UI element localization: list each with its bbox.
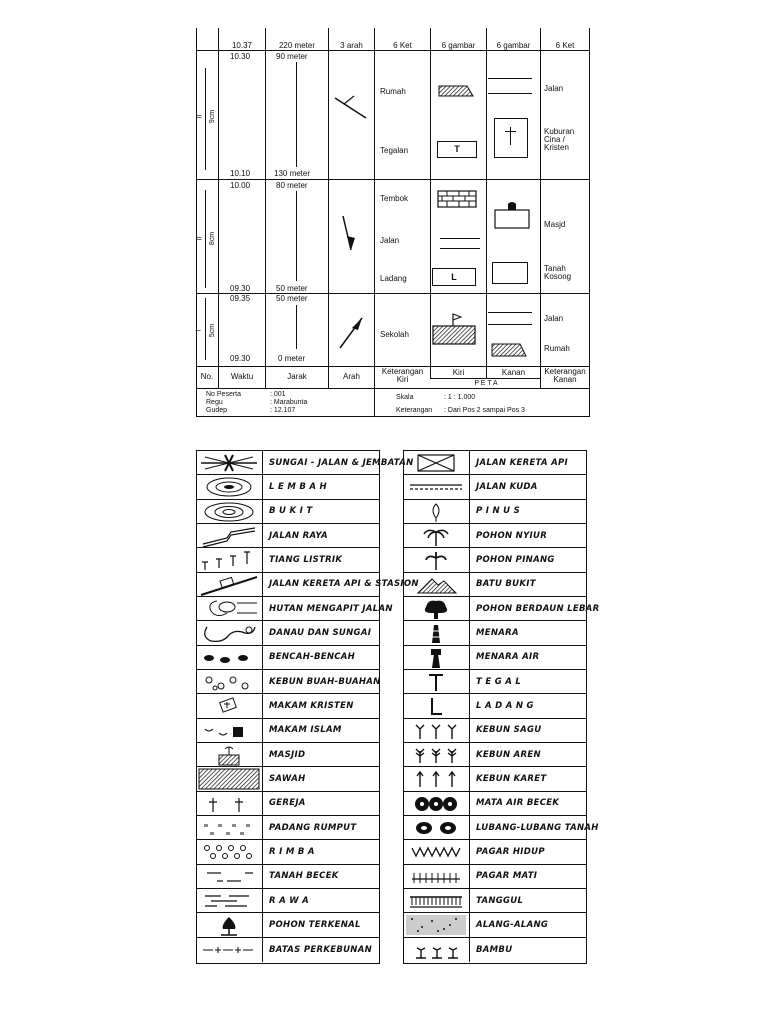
time-start: 10.00: [230, 181, 251, 190]
distance-end: 130 meter: [274, 169, 311, 178]
christian-grave-icon: [197, 694, 263, 717]
legend-row: [197, 621, 379, 645]
keterangan-label: Keterangan: [396, 407, 433, 414]
legend-label: PAGAR MATI: [476, 871, 538, 882]
legend-row: [197, 913, 379, 937]
legend-row: [197, 743, 379, 767]
sugar-palm-icon: [404, 743, 470, 766]
legend-row: [197, 670, 379, 694]
marsh-icon: [197, 889, 263, 912]
time-start: 09.35: [230, 294, 251, 303]
legend-label: R A W A: [269, 895, 310, 906]
regu-value: : Marabunta: [270, 399, 308, 406]
legend-row: [197, 865, 379, 889]
legend-row: [197, 816, 379, 840]
broadleaf-tree-icon: [404, 597, 470, 620]
legend-label: JALAN RAYA: [269, 530, 328, 541]
railway-station-icon: [197, 573, 263, 596]
orchard-icon: [197, 670, 263, 693]
distance-end: 0 meter: [278, 354, 306, 363]
legend-row: [404, 646, 586, 670]
rock-hill-icon: [404, 573, 470, 596]
legend-row: [404, 865, 586, 889]
gudep-label: Gudep: [206, 407, 228, 414]
legend-label: SUNGAI - JALAN & JEMBATAN: [269, 457, 414, 468]
col-kiri: Kiri: [452, 368, 465, 377]
wall-icon: [437, 190, 477, 208]
legend-row: [197, 889, 379, 913]
legend-label: BAMBU: [476, 944, 513, 955]
legend-label: L E M B A H: [269, 481, 327, 492]
left-note-jalan: Jalan: [380, 236, 400, 245]
time-end: 10.10: [230, 169, 251, 178]
bamboo-icon: [404, 938, 470, 962]
no-peserta-value: : 001: [270, 391, 286, 398]
islamic-grave-icon: [197, 719, 263, 742]
legend-label: JALAN KERETA API: [476, 457, 568, 468]
legend-row: [197, 767, 379, 791]
legend-label: TIANG LISTRIK: [269, 554, 343, 565]
legend-label: KEBUN KARET: [476, 773, 547, 784]
right-note-cemetery: Kuburan Cina / Kristen: [544, 127, 575, 152]
legend-row: [197, 646, 379, 670]
legend-label: JALAN KUDA: [476, 481, 538, 492]
header-distance: 220 meter: [278, 41, 316, 50]
section-length: 5cm: [209, 323, 217, 338]
right-note-rumah: Rumah: [544, 344, 570, 353]
peta-label: P E T A: [474, 380, 498, 387]
legend-row: [404, 743, 586, 767]
legend-row: [197, 548, 379, 572]
legend-label: POHON BERDAUN LEBAR: [476, 603, 600, 614]
left-note-tegalan: Tegalan: [380, 146, 409, 155]
legend-label: HUTAN MENGAPIT JALAN: [269, 603, 393, 614]
water-tower-icon: [404, 646, 470, 669]
swamp-icon: [197, 646, 263, 669]
tegal-icon: [404, 670, 470, 693]
ladang-box-icon: L: [432, 268, 476, 286]
legend-right: [403, 450, 600, 964]
legend-row: [404, 573, 586, 597]
legend-row: [197, 451, 414, 475]
col-jarak: Jarak: [287, 372, 307, 381]
legend-row: [197, 597, 393, 621]
legend-label: POHON TERKENAL: [269, 919, 361, 930]
gudep-value: : 12.107: [270, 407, 296, 414]
legend-row: [404, 816, 599, 840]
header-right-drawings: 6 gambar: [496, 41, 531, 50]
left-note-ladang: Ladang: [380, 274, 407, 283]
tegalan-box-icon: T: [437, 141, 477, 158]
legend-label: BATAS PERKEBUNAN: [269, 944, 373, 955]
legend-row: [404, 913, 586, 937]
direction-arrow-icon: [330, 90, 374, 130]
landmark-tree-icon: [197, 913, 263, 936]
sago-icon: [404, 719, 470, 742]
legend-row: [404, 938, 586, 962]
direction-arrow-icon: [335, 212, 365, 256]
hill-icon: [197, 500, 263, 523]
section-length: 9cm: [209, 109, 217, 124]
no-peserta-label: No Peserta: [206, 391, 242, 398]
pine-icon: [404, 500, 470, 523]
header-left-drawings: 6 gambar: [441, 41, 476, 50]
legend-label: MATA AIR BECEK: [476, 798, 560, 809]
legend-row: [404, 475, 586, 499]
legend-left: [196, 450, 419, 964]
skala-label: Skala: [396, 394, 414, 401]
right-note-jalan: Jalan: [544, 314, 564, 323]
col-arah: Arah: [343, 372, 360, 381]
time-end: 09.30: [230, 354, 251, 363]
legend-row: [404, 524, 586, 548]
legend-row: [197, 573, 419, 597]
legend-label: LUBANG-LUBANG TANAH: [476, 822, 599, 833]
tower-icon: [404, 621, 470, 644]
col-no: No.: [200, 372, 214, 381]
legend-row: [197, 840, 379, 864]
legend-row: [197, 475, 379, 499]
time-start: 10.30: [230, 52, 251, 61]
header-time: 10.37: [231, 41, 253, 50]
legend-row: [197, 524, 379, 548]
right-note-jalan: Jalan: [544, 84, 564, 93]
legend-label: DANAU DAN SUNGAI: [269, 627, 372, 638]
legend-row: [404, 792, 586, 816]
legend-label: KEBUN BUAH-BUAHAN: [269, 676, 381, 687]
coconut-tree-icon: [404, 524, 470, 547]
rice-field-icon: [197, 767, 263, 790]
horse-road-icon: [404, 475, 470, 498]
legend-row: [197, 500, 379, 524]
legend-row: [404, 889, 586, 913]
distance-start: 90 meter: [276, 52, 308, 61]
section-number: II: [196, 236, 204, 241]
legend-row: [404, 548, 586, 572]
plantation-border-icon: [197, 938, 263, 962]
legend-label: GEREJA: [269, 798, 306, 809]
church-icon: [197, 792, 263, 815]
forest-road-icon: [197, 597, 263, 620]
section-number: I: [195, 329, 203, 332]
power-pole-icon: [197, 548, 263, 571]
legend-label: L A D A N G: [476, 700, 534, 711]
header-left-notes: 6 Ket: [393, 41, 412, 50]
rubber-icon: [404, 767, 470, 790]
right-note-masjid: Masjd: [544, 220, 566, 229]
spring-icon: [404, 792, 470, 815]
legend-label: MENARA AIR: [476, 652, 540, 663]
skala-value: : 1 : 1.000: [444, 394, 476, 401]
railway-icon: [404, 451, 470, 474]
legend-row: [197, 694, 379, 718]
ladang-icon: [404, 694, 470, 717]
col-keterangan-kiri: Keterangan Kiri: [381, 367, 424, 384]
legend-row: [197, 719, 379, 743]
valley-icon: [197, 475, 263, 498]
legend-label: MASJID: [269, 749, 306, 760]
left-note-tembok: Tembok: [380, 194, 409, 203]
legend-row: [404, 597, 600, 621]
col-keterangan-kanan: Keterangan Kanan: [544, 367, 586, 384]
left-note-rumah: Rumah: [380, 87, 406, 96]
route-table: [0, 0, 768, 430]
embankment-icon: [404, 889, 470, 912]
jungle-icon: [197, 840, 263, 863]
distance-end: 50 meter: [276, 284, 308, 293]
legend-label: T E G A L: [476, 676, 522, 687]
distance-start: 80 meter: [276, 181, 308, 190]
grass-field-icon: [197, 816, 263, 839]
left-note-sekolah: Sekolah: [380, 330, 409, 339]
legend-row: [197, 938, 379, 962]
section-length: 8cm: [209, 231, 217, 246]
empty-land-icon: [492, 262, 528, 284]
mosque-icon: [492, 198, 532, 230]
legend-row: [404, 670, 586, 694]
legend-label: PADANG RUMPUT: [269, 822, 357, 833]
legend-row: [404, 694, 586, 718]
fence-icon: [404, 865, 470, 888]
mosque-icon: [197, 743, 263, 766]
legend-label: TANAH BECEK: [269, 871, 339, 882]
distance-start: 50 meter: [276, 294, 308, 303]
legend-label: MAKAM ISLAM: [269, 725, 342, 736]
lake-river-icon: [197, 621, 263, 644]
col-waktu: Waktu: [230, 372, 254, 381]
header-right-notes: 6 Ket: [555, 41, 575, 50]
right-note-tanah-kosong: Tanah Kosong: [544, 264, 572, 281]
legend-label: KEBUN SAGU: [476, 725, 542, 736]
bridge-icon: [197, 451, 263, 474]
muddy-ground-icon: [197, 865, 263, 888]
highway-icon: [197, 524, 263, 547]
legend-label: MAKAM KRISTEN: [269, 700, 354, 711]
ground-holes-icon: [404, 816, 470, 839]
legend-label: JALAN KERETA API & STASION: [269, 579, 419, 590]
legend-label: BATU BUKIT: [476, 579, 536, 590]
legend-label: POHON PINANG: [476, 554, 555, 565]
regu-label: Regu: [206, 399, 223, 406]
legend-row: [404, 719, 586, 743]
house-icon: [437, 82, 477, 100]
legend-label: POHON NYIUR: [476, 530, 548, 541]
legend-label: BENCAH-BENCAH: [269, 652, 356, 663]
direction-arrow-icon: [334, 314, 368, 354]
legend-label: B U K I T: [269, 506, 313, 517]
keterangan-value: : Dari Pos 2 sampai Pos 3: [444, 407, 525, 414]
alang-grass-icon: [404, 913, 470, 936]
school-icon: [431, 312, 479, 348]
time-end: 09.30: [230, 284, 251, 293]
legend-row: [404, 451, 586, 475]
section-number: II: [196, 114, 204, 119]
legend-label: SAWAH: [269, 773, 306, 784]
header-direction: 3 arah: [340, 41, 363, 50]
legend-row: [404, 621, 586, 645]
col-kanan: Kanan: [501, 368, 526, 377]
hedge-icon: [404, 840, 470, 863]
christian-cemetery-icon: [494, 118, 528, 158]
areca-palm-icon: [404, 548, 470, 571]
legend-label: MENARA: [476, 627, 519, 638]
legend-label: TANGGUL: [476, 895, 524, 906]
legend-row: [404, 767, 586, 791]
legend-label: P I N U S: [476, 506, 521, 517]
legend-row: [197, 792, 379, 816]
legend-label: ALANG-ALANG: [476, 919, 549, 930]
house-icon: [490, 340, 530, 358]
legend-label: KEBUN AREN: [476, 749, 541, 760]
legend-label: PAGAR HIDUP: [476, 846, 545, 857]
legend-label: R I M B A: [269, 846, 315, 857]
legend-row: [404, 500, 586, 524]
legend-row: [404, 840, 586, 864]
